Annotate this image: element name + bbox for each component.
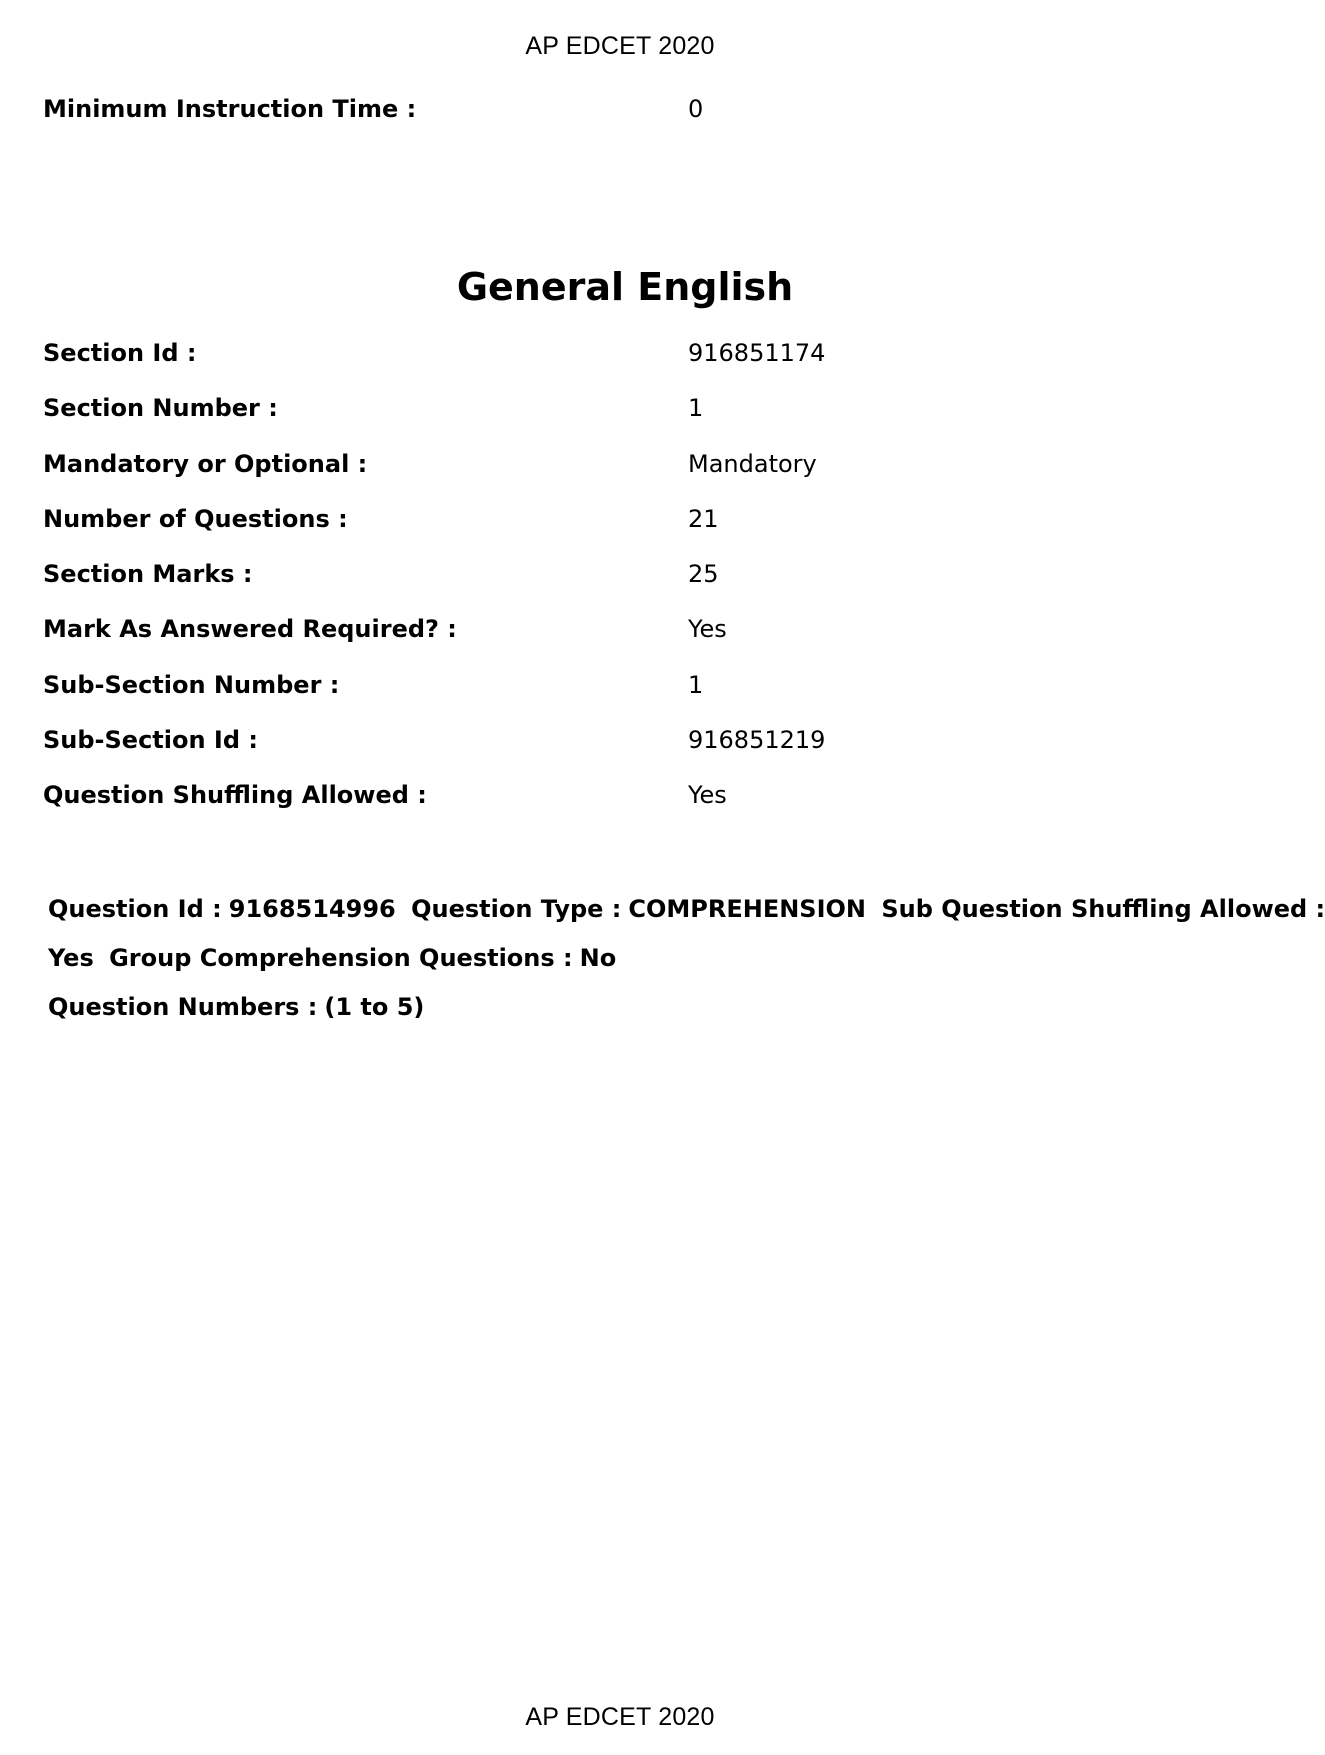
field-value: 916851174 (688, 339, 826, 367)
field-label: Sub-Section Id : (43, 726, 258, 754)
group-comprehension-value: No (579, 944, 617, 972)
field-label: Section Id : (43, 339, 197, 367)
section-number-row (43, 391, 1193, 425)
field-label: Sub-Section Number : (43, 671, 340, 699)
mark-answered-row (43, 612, 1193, 646)
field-value: 1 (688, 394, 704, 422)
number-of-questions-row (43, 502, 1193, 536)
instruction-time-label: Minimum Instruction Time : (43, 95, 417, 123)
field-value: 1 (688, 671, 704, 699)
question-type-value: COMPREHENSION (628, 895, 867, 923)
section-marks-row (43, 557, 1193, 591)
section-id-row (43, 336, 1193, 370)
field-label: Number of Questions : (43, 505, 348, 533)
sub-section-number-row (43, 668, 1193, 702)
field-value: 25 (688, 560, 719, 588)
section-title: General English (456, 265, 794, 309)
instruction-time-row (43, 92, 1193, 126)
field-value: 21 (688, 505, 719, 533)
field-value: 916851219 (688, 726, 826, 754)
page-footer: AP EDCET 2020 (525, 1703, 715, 1731)
sub-section-id-row (43, 723, 1193, 757)
question-info-line-2 (48, 941, 1228, 990)
page-header: AP EDCET 2020 (525, 32, 715, 60)
mandatory-optional-row (43, 447, 1193, 481)
sub-question-shuffling-value: Yes (48, 944, 94, 972)
question-info-line-1 (48, 892, 1325, 941)
question-type-label: Question Type : (411, 895, 622, 923)
group-comprehension-label: Group Comprehension Questions : (109, 944, 573, 972)
field-value: Yes (688, 615, 727, 643)
question-numbers-value: (1 to 5) (324, 993, 425, 1021)
field-value: Yes (688, 781, 727, 809)
sub-question-shuffling-label: Sub Question Shuffling Allowed : (881, 895, 1325, 923)
question-numbers-label: Question Numbers : (48, 993, 318, 1021)
field-label: Section Marks : (43, 560, 253, 588)
field-label: Section Number : (43, 394, 278, 422)
field-label: Question Shuffling Allowed : (43, 781, 427, 809)
question-info (48, 892, 1325, 1039)
question-shuffling-row (43, 778, 1193, 812)
field-value: Mandatory (688, 450, 817, 478)
question-id-value: 9168514996 (228, 895, 396, 923)
field-label: Mark As Answered Required? : (43, 615, 457, 643)
question-id-label: Question Id : (48, 895, 222, 923)
field-label: Mandatory or Optional : (43, 450, 368, 478)
instruction-time-value: 0 (688, 95, 704, 123)
question-numbers-line (48, 990, 1228, 1039)
